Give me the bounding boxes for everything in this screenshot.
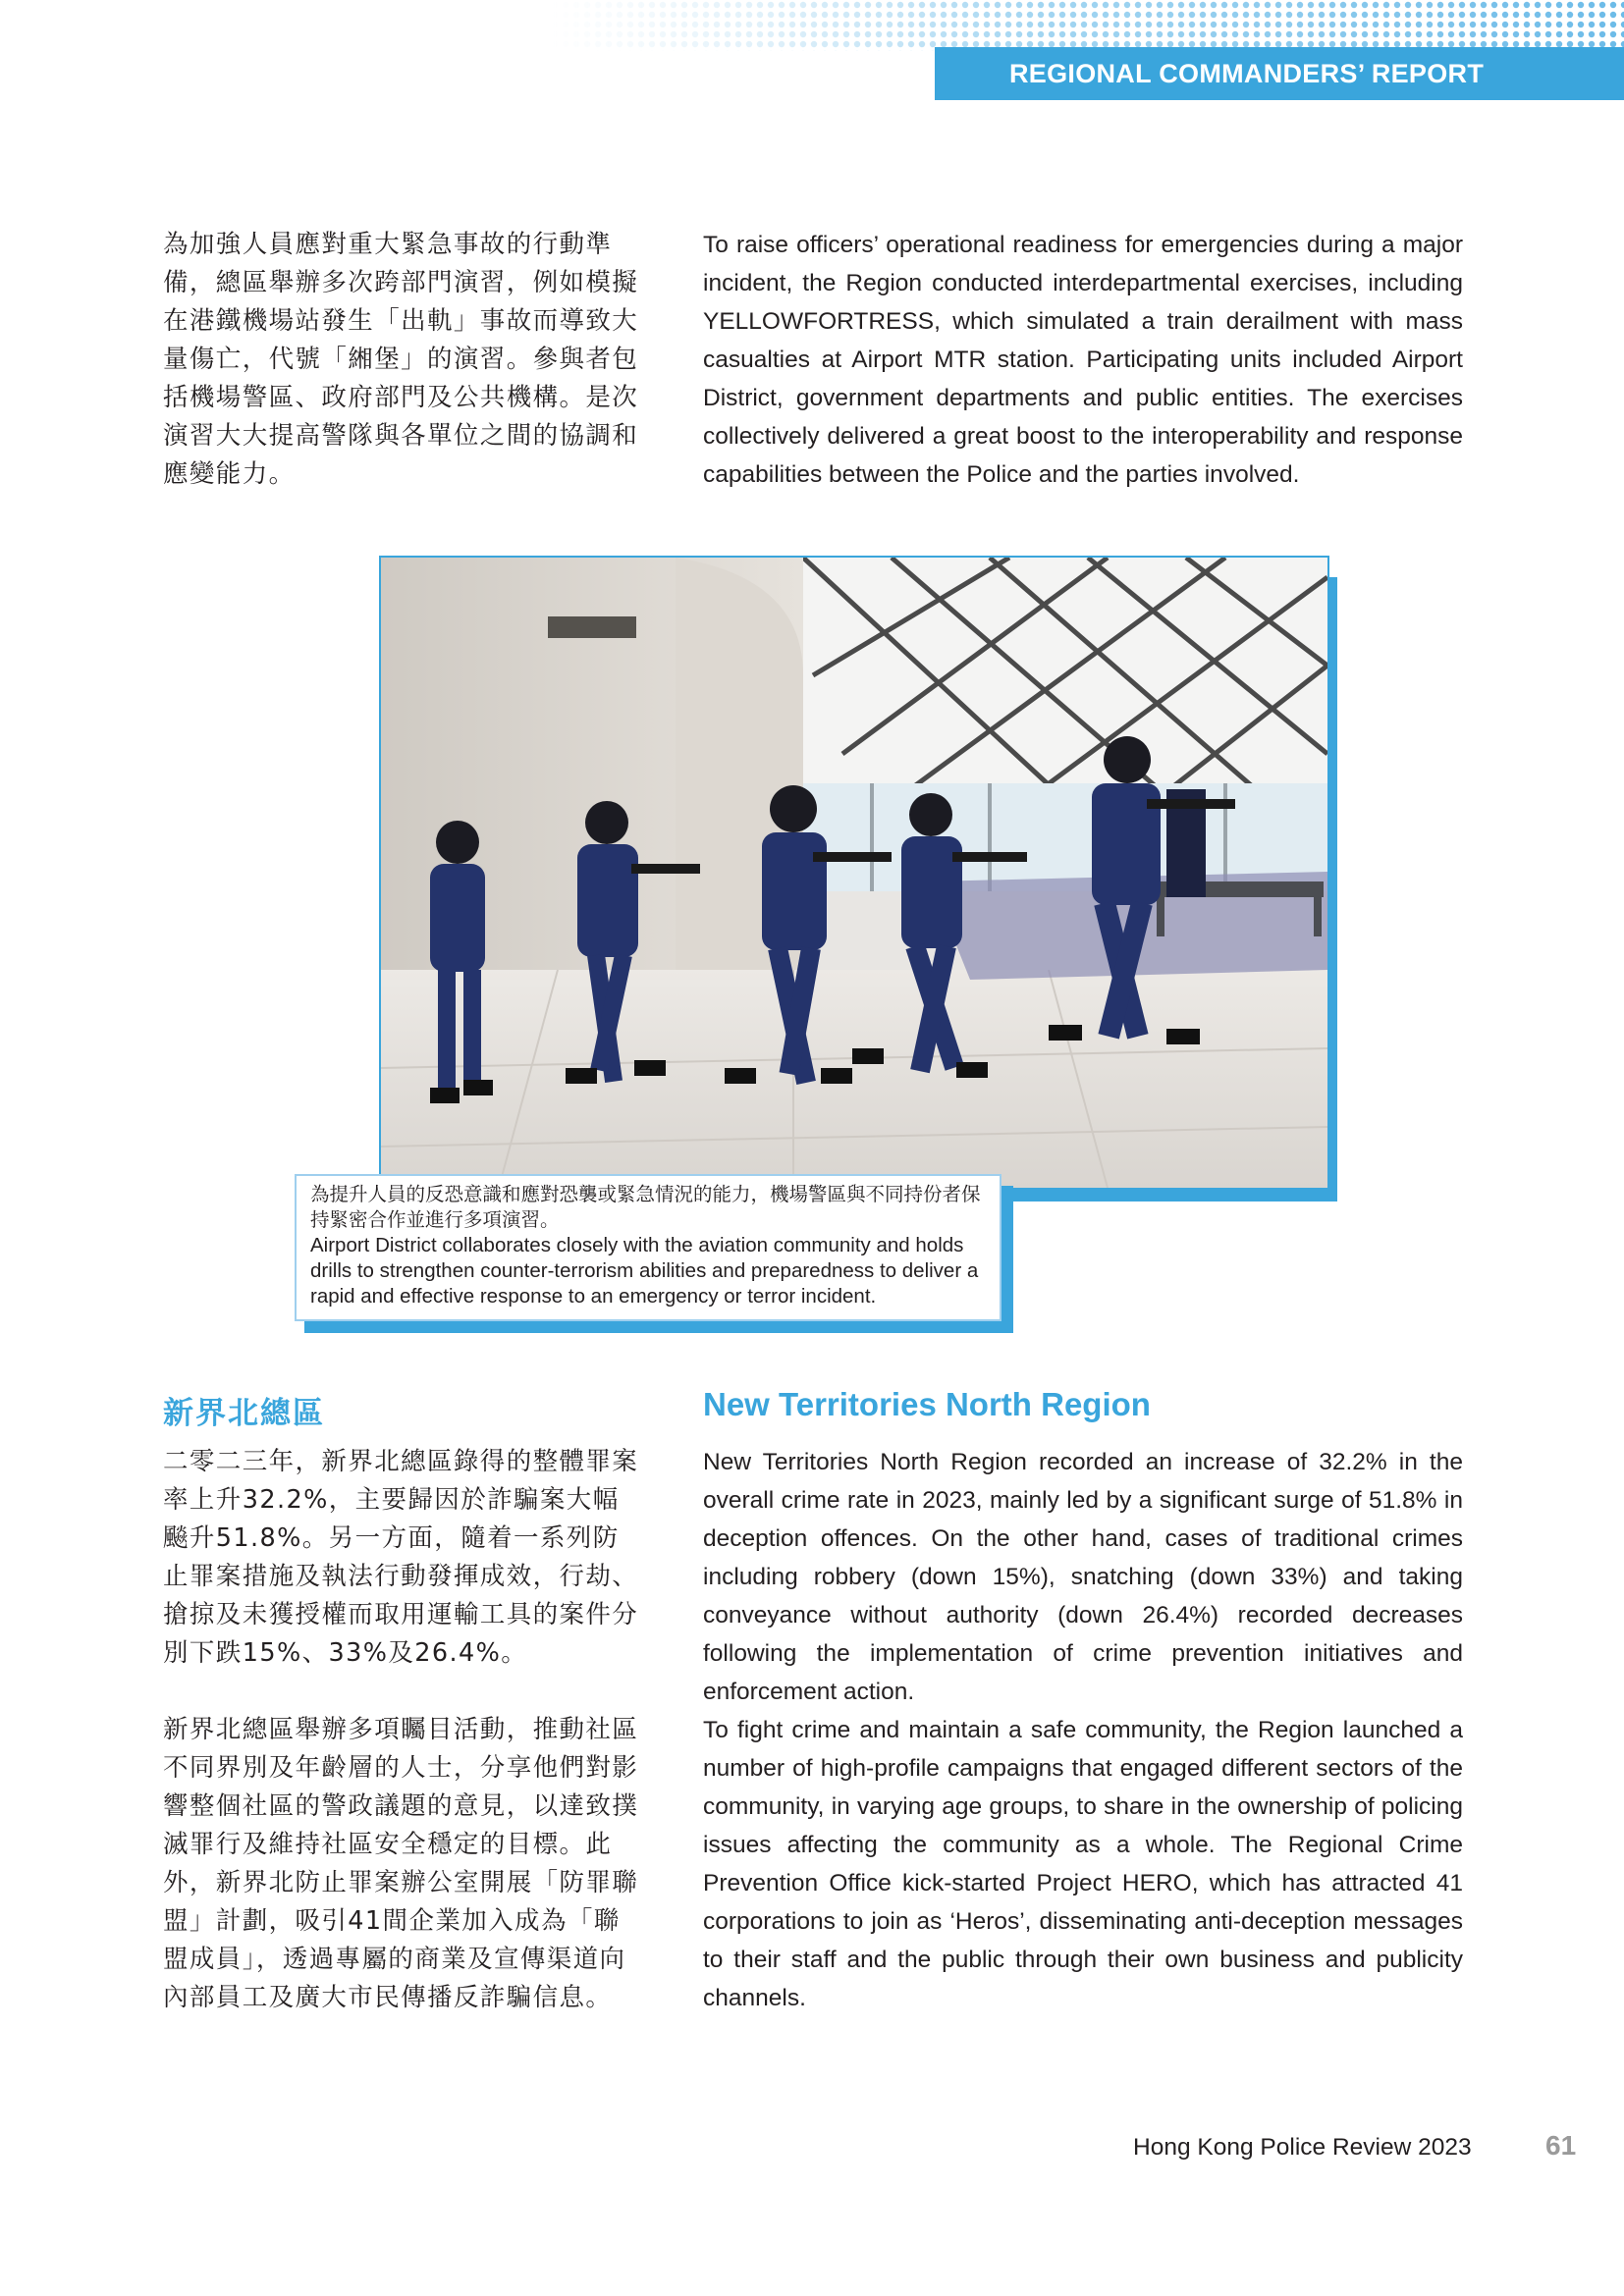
caption-text-en: Airport District collaborates closely with the aviation community and holds drills to strengthen counter-terrorism abilities and preparedness to deliver a rapid and effective response to an emergency or terror incident. — [310, 1234, 979, 1308]
photo-caption — [295, 1174, 1001, 1321]
intro-text-en: To raise officers’ operational readiness for emergencies during a major incident, the Region conducted interdepartmental exercises, including YELLOWFORTRESS, which simulated a train derailment with mass casualties at Airport MTR station. Participating units included Airport District, government departments and public entities. The exercises collectively delivered a great boost to the interoperability and response capabilities between the Police and the parties involved. — [703, 232, 1463, 488]
drill-photo — [379, 556, 1329, 1190]
intro-text-zh: 為加強人員應對重大緊急事故的行動準備，總區舉辦多次跨部門演習，例如模擬在港鐵機場站發生「出軌」事故而導致大量傷亡，代號「緗堡」的演習。參與者包括機場警區、政府部門及公共機構。是次演習大大提高警隊與各單位之間的協調和應變能力。 — [163, 230, 639, 489]
page-number: 61 — [1545, 2130, 1577, 2161]
section-para1-en: New Territories North Region recorded an increase of 32.2% in the overall crime rate in 2023, mainly led by a significant surge of 51.8% in deception offences. On the other hand, cases of traditional crimes including robbery (down 15%), snatching (down 33%) and taking conveyance without authority (down 26.4%) recorded decreases following the implementation of crime prevention initiatives and enforcement action. — [703, 1449, 1463, 1705]
section-heading-en: New Territories North Region — [703, 1386, 1151, 1422]
header-dot-pattern — [550, 0, 1624, 51]
section-para2-en: To fight crime and maintain a safe community, the Region launched a number of high-profile campaigns that engaged different sectors of the community, in varying age groups, to share in the ownership of policing issues affecting the community as a whole. The Regional Crime Prevention Office kick-started Project HERO, which has attracted 41 corporations to join as ‘Heros’, disseminating anti-deception messages to their staff and the public through their own business and publicity channels. — [703, 1717, 1463, 2011]
footer-publication-title: Hong Kong Police Review 2023 — [1133, 2134, 1472, 2161]
section-para1-zh: 二零二三年，新界北總區錄得的整體罪案率上升32.2%，主要歸因於詐騙案大幅飈升51.8%。另一方面，隨着一系列防止罪案措施及執法行動發揮成效，行劫、搶掠及未獲授權而取用運輸工具的案件分別下跌15%、33%及26.4%。 — [163, 1447, 639, 1668]
caption-text-zh: 為提升人員的反恐意識和應對恐襲或緊急情況的能力，機場警區與不同持份者保持緊密合作並進行多項演習。 — [310, 1183, 981, 1231]
officers-drill-illustration — [381, 558, 1327, 1188]
section-banner: REGIONAL COMMANDERS’ REPORT — [935, 47, 1624, 100]
section-para2-zh: 新界北總區舉辦多項矚目活動，推動社區不同界別及年齡層的人士，分享他們對影響整個社區的警政議題的意見，以達致撲滅罪行及維持社區安全穩定的目標。此外，新界北防止罪案辦公室開展「防罪聯盟」計劃，吸引41間企業加入成為「聯盟成員」，透過專屬的商業及宣傳渠道向內部員工及廣大市民傳播反詐騙信息。 — [163, 1715, 639, 2012]
section-heading-zh: 新界北總區 — [163, 1396, 325, 1431]
